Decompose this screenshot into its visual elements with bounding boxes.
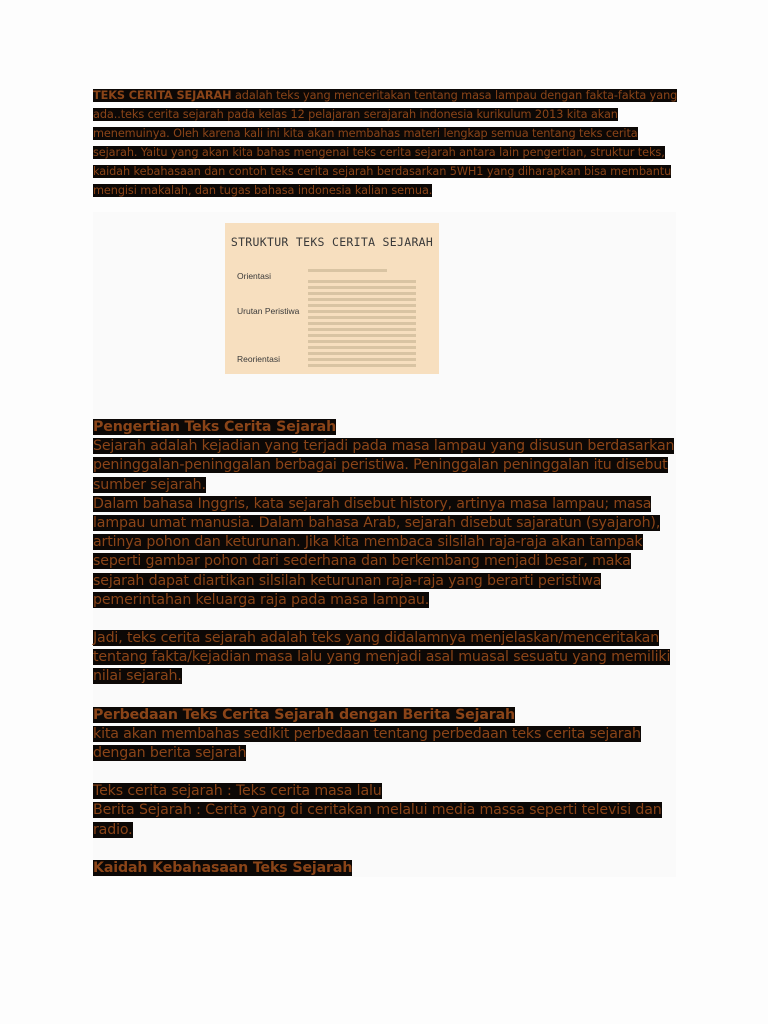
placeholder-line	[308, 328, 416, 331]
intro-text: adalah teks yang menceritakan tentang masa lampau dengan fakta-fakta yang ada..teks cerita sejarah pada kelas 12 pelajaran serajarah indonesia kurikulum 2013 kita akan menemuinya. Oleh karena kali ini kita akan membahas materi lengkap semua tentang teks cerita sejarah. Yaitu yang akan kita bahas mengenai teks cerita sejarah antara lain pengertian, struktur teks, kaidah kebahasaan dan contoh teks cerita sejarah berdasarkan 5WH1 yang diharapkan bisa membantu mengisi makalah, dan tugas bahasa indonesia kalian semua.	[93, 89, 678, 197]
placeholder-line	[308, 358, 416, 361]
struktur-image	[225, 223, 439, 374]
pengertian-conclusion: Jadi, teks cerita sejarah adalah teks yang didalamnya menjelaskan/menceritakan tentang fakta/kejadian masa lalu yang menjadi asal muasal sesuatu yang memiliki nilai sejarah.	[93, 630, 671, 685]
intro-term: TEKS CERITA SEJARAH	[93, 89, 232, 102]
heading-kaidah: Kaidah Kebahasaan Teks Sejarah	[93, 859, 353, 876]
label-orientasi: Orientasi	[237, 271, 272, 281]
placeholder-line	[308, 280, 416, 283]
placeholder-line	[308, 286, 416, 289]
placeholder-line	[308, 322, 416, 325]
heading-pengertian: Pengertian Teks Cerita Sejarah	[93, 419, 337, 435]
placeholder-line	[308, 346, 416, 349]
label-urutan-peristiwa: Urutan Peristiwa	[237, 306, 300, 316]
placeholder-line	[308, 304, 416, 307]
pengertian-paragraph-1: Sejarah adalah kejadian yang terjadi pada masa lampau yang disusun berdasarkan peninggalan-peninggalan berbagai peristiwa. Peninggalan peninggalan itu disebut sumber sejarah.	[93, 438, 675, 493]
figure-area	[93, 212, 676, 412]
placeholder-line	[308, 269, 387, 272]
placeholder-line	[308, 364, 416, 367]
placeholder-line	[308, 334, 416, 337]
placeholder-line	[308, 352, 416, 355]
heading-perbedaan: Perbedaan Teks Cerita Sejarah dengan Berita Sejarah	[93, 706, 515, 723]
placeholder-line	[308, 298, 416, 301]
intro-paragraph	[93, 86, 678, 200]
perbedaan-paragraph: kita akan membahas sedikit perbedaan tentang perbedaan teks cerita sejarah dengan berita sejarah	[93, 725, 641, 762]
placeholder-line	[308, 316, 416, 319]
body-text	[93, 418, 678, 878]
placeholder-line	[308, 310, 416, 313]
label-reorientasi: Reorientasi	[237, 354, 280, 364]
placeholder-line	[308, 340, 416, 343]
definition-berita: Berita Sejarah : Cerita yang di ceritakan melalui media massa seperti televisi dan radio.	[93, 802, 662, 838]
definition-teks-cerita: Teks cerita sejarah : Teks cerita masa lalu	[93, 783, 382, 800]
pengertian-paragraph-2: Dalam bahasa Inggris, kata sejarah disebut history, artinya masa lampau; masa lampau umat manusia. Dalam bahasa Arab, sejarah disebut sajaratun (syajaroh), artinya pohon dan keturunan. Jika kita membaca silsilah raja-raja akan tampak seperti gambar pohon dari sederhana dan berkembang menjadi besar, maka sejarah dapat diartikan silsilah keturunan raja-raja yang berarti peristiwa pemerintahan keluarga raja pada masa lampau.	[93, 495, 661, 608]
struktur-title: STRUKTUR TEKS CERITA SEJARAH	[230, 235, 434, 249]
placeholder-line	[308, 292, 416, 295]
